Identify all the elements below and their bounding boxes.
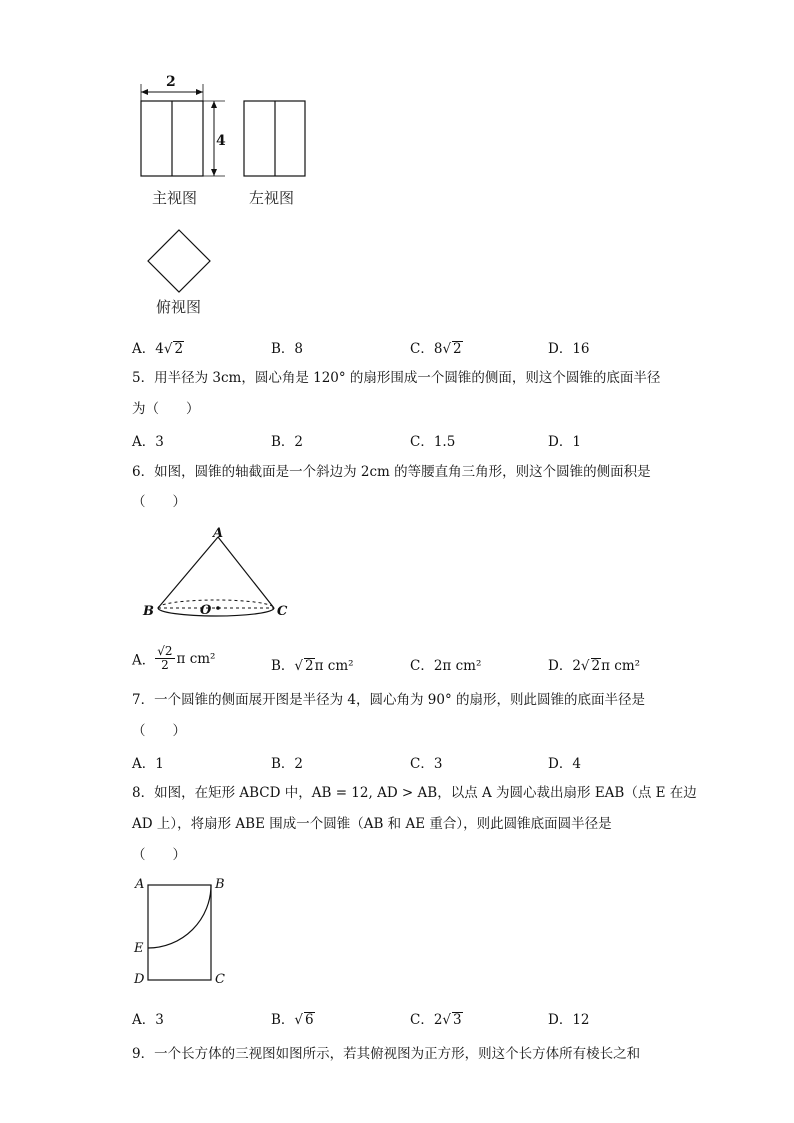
height-dimension-label: 4 xyxy=(216,133,226,149)
q7-option-b[interactable]: B．2 xyxy=(271,756,304,772)
arrow-down-icon xyxy=(211,169,217,176)
q7-option-a[interactable]: A．1 xyxy=(132,756,164,772)
cone-center-dot xyxy=(216,606,220,610)
q8-stem-line1: 8．如图，在矩形 ABCD 中，AB = 12, AD > AB，以点 A 为圆心裁出扇形 EAB（点 E 在边 xyxy=(132,785,697,801)
q6-option-d[interactable]: D．2√ 2π cm² xyxy=(548,658,641,674)
top-view-diamond xyxy=(148,230,210,292)
cone-base-front xyxy=(158,608,274,616)
q6-option-b[interactable]: B．√ 2π cm² xyxy=(271,658,354,674)
sqrt-symbol: √ xyxy=(442,341,452,357)
q7-option-d[interactable]: D．4 xyxy=(548,756,581,772)
rectangle-sector-figure xyxy=(140,878,220,988)
q6-stem-line2: （ ） xyxy=(132,494,186,510)
top-view-caption: 俯视图 xyxy=(156,298,202,316)
q4-option-b[interactable]: B．8 xyxy=(271,341,304,357)
rect-label-d: D xyxy=(134,972,145,987)
q4-option-a[interactable]: A．4√ 2 xyxy=(132,341,184,357)
cone-label-b: B xyxy=(143,604,154,619)
sector-arc-be xyxy=(148,885,211,948)
q6-option-c[interactable]: C．2π cm² xyxy=(410,658,482,674)
rect-label-a: A xyxy=(135,877,145,892)
front-view-caption: 主视图 xyxy=(152,189,198,207)
arrow-left-icon xyxy=(141,89,148,95)
q5-stem-line2: 为（ ） xyxy=(132,401,200,417)
q8-stem-line3: （ ） xyxy=(132,847,186,863)
fraction: $\frac{√2}{2}$ xyxy=(157,644,173,672)
sqrt-symbol: √ xyxy=(294,658,304,674)
rect-label-c: C xyxy=(215,972,225,987)
sqrt-symbol: √ xyxy=(580,658,590,674)
rect-label-b: B xyxy=(215,877,225,892)
q8-option-b[interactable]: B．√ 6 xyxy=(271,1012,314,1028)
q9-stem-line1: 9．一个长方体的三视图如图所示，若其俯视图为正方形，则这个长方体所有棱长之和 xyxy=(132,1046,641,1062)
q5-option-b[interactable]: B．2 xyxy=(271,434,304,450)
q4-option-d[interactable]: D．16 xyxy=(548,341,590,357)
sqrt-symbol: √ xyxy=(163,341,173,357)
cone-slant-left xyxy=(158,537,218,608)
q8-option-a[interactable]: A．3 xyxy=(132,1012,164,1028)
q5-stem-line1: 5．用半径为 3cm，圆心角是 120° 的扇形围成一个圆锥的侧面，则这个圆锥的底面半径 xyxy=(132,370,661,386)
q7-stem-line2: （ ） xyxy=(132,723,186,739)
q5-option-a[interactable]: A．3 xyxy=(132,434,164,450)
q8-stem-line2: AD 上），将扇形 ABE 围成一个圆锥（AB 和 AE 重合），则此圆锥底面圆半径是 xyxy=(132,816,612,832)
q6-option-a[interactable]: A． $\frac{√2}{2}$ π cm² xyxy=(132,644,216,672)
cone-label-a: A xyxy=(213,526,224,541)
arrow-right-icon xyxy=(196,89,203,95)
q7-stem-line1: 7．一个圆锥的侧面展开图是半径为 4，圆心角为 90° 的扇形，则此圆锥的底面半径是 xyxy=(132,692,645,708)
left-view-caption: 左视图 xyxy=(249,189,295,207)
q5-option-d[interactable]: D．1 xyxy=(548,434,581,450)
arrow-up-icon xyxy=(211,101,217,108)
cone-label-o: O xyxy=(200,603,212,618)
cone-slant-right xyxy=(218,537,274,608)
rect-label-e: E xyxy=(134,941,144,956)
cone-label-c: C xyxy=(277,604,288,619)
width-dimension-label: 2 xyxy=(166,74,176,90)
q6-stem-line1: 6．如图，圆锥的轴截面是一个斜边为 2cm 的等腰直角三角形，则这个圆锥的侧面积是 xyxy=(132,464,651,480)
sqrt-symbol: √ xyxy=(442,1012,452,1028)
q7-option-c[interactable]: C．3 xyxy=(410,756,443,772)
q5-option-c[interactable]: C．1.5 xyxy=(410,434,456,450)
rectangle-abcd xyxy=(148,885,211,980)
cone-base-back xyxy=(158,600,274,608)
q8-option-c[interactable]: C．2√ 3 xyxy=(410,1012,462,1028)
q4-option-c[interactable]: C．8√ 2 xyxy=(410,341,462,357)
sqrt-symbol: √ xyxy=(294,1012,304,1028)
q8-option-d[interactable]: D．12 xyxy=(548,1012,590,1028)
